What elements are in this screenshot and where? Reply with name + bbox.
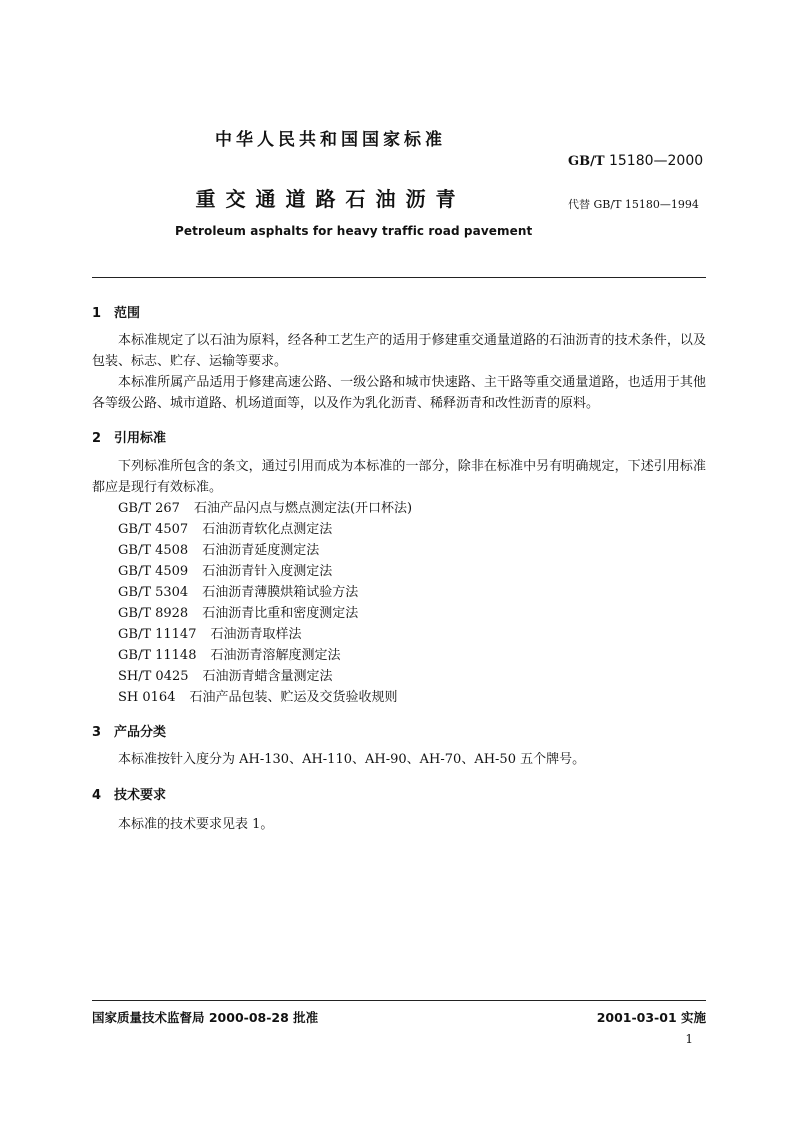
section-number: 2 bbox=[92, 431, 102, 446]
section-1-paragraph-1: 本标准规定了以石油为原料，经各种工艺生产的适用于修建重交通量道路的石油沥青的技术条件，以及包装、标志、贮存、运输等要求。 bbox=[92, 333, 706, 369]
section-number: 3 bbox=[92, 725, 102, 740]
reference-item: GB/T 11148 石油沥青溶解度测定法 bbox=[118, 648, 341, 663]
standard-prefix: GB/T bbox=[568, 154, 605, 169]
header-divider bbox=[92, 277, 706, 278]
section-number: 4 bbox=[92, 788, 102, 803]
section-title: 技术要求 bbox=[114, 788, 167, 803]
document-title-cn: 重交通道路石油沥青 bbox=[195, 187, 466, 211]
approval-date: 国家质量技术监督局 2000-08-28 批准 bbox=[92, 1010, 319, 1025]
reference-item: GB/T 4508 石油沥青延度测定法 bbox=[118, 543, 320, 558]
reference-item: SH/T 0425 石油沥青蜡含量测定法 bbox=[118, 669, 333, 684]
replaces-standard: 代替 GB/T 15180—1994 bbox=[568, 198, 699, 211]
footer-divider bbox=[92, 1000, 706, 1001]
reference-item: GB/T 4507 石油沥青软化点测定法 bbox=[118, 522, 333, 537]
document-title-en: Petroleum asphalts for heavy traffic road pavement bbox=[175, 224, 533, 238]
implementation-date: 2001-03-01 实施 bbox=[596, 1010, 706, 1025]
reference-item: GB/T 267 石油产品闪点与燃点测定法(开口杯法) bbox=[118, 501, 413, 516]
standard-number bbox=[568, 153, 703, 169]
section-2-heading bbox=[92, 427, 166, 446]
reference-item: GB/T 11147 石油沥青取样法 bbox=[118, 627, 302, 642]
section-1-heading bbox=[92, 302, 140, 321]
page-number: 1 bbox=[685, 1032, 693, 1046]
section-title: 引用标准 bbox=[114, 431, 167, 446]
section-title: 产品分类 bbox=[114, 725, 167, 740]
section-2-intro: 下列标准所包含的条文，通过引用而成为本标准的一部分，除非在标准中另有明确规定，下述引用标准都应是现行有效标准。 bbox=[92, 459, 706, 495]
standard-number-value: 15180—2000 bbox=[608, 153, 704, 169]
reference-item: SH 0164 石油产品包装、贮运及交货验收规则 bbox=[118, 690, 398, 705]
reference-item: GB/T 5304 石油沥青薄膜烘箱试验方法 bbox=[118, 585, 359, 600]
reference-item: GB/T 8928 石油沥青比重和密度测定法 bbox=[118, 606, 359, 621]
reference-item: GB/T 4509 石油沥青针入度测定法 bbox=[118, 564, 333, 579]
section-4-paragraph: 本标准的技术要求见表 1。 bbox=[118, 817, 274, 832]
section-title: 范围 bbox=[114, 306, 141, 321]
section-3-paragraph: 本标准按针入度分为 AH-130、AH-110、AH-90、AH-70、AH-50 五个牌号。 bbox=[118, 752, 586, 767]
section-number: 1 bbox=[92, 306, 102, 321]
section-4-heading bbox=[92, 784, 166, 803]
section-1-paragraph-2: 本标准所属产品适用于修建高速公路、一级公路和城市快速路、主干路等重交通量道路，也适用于其他各等级公路、城市道路、机场道面等，以及作为乳化沥青、稀释沥青和改性沥青的原料。 bbox=[92, 375, 706, 411]
country-standard-heading: 中华人民共和国国家标准 bbox=[215, 130, 446, 150]
section-3-heading bbox=[92, 721, 166, 740]
